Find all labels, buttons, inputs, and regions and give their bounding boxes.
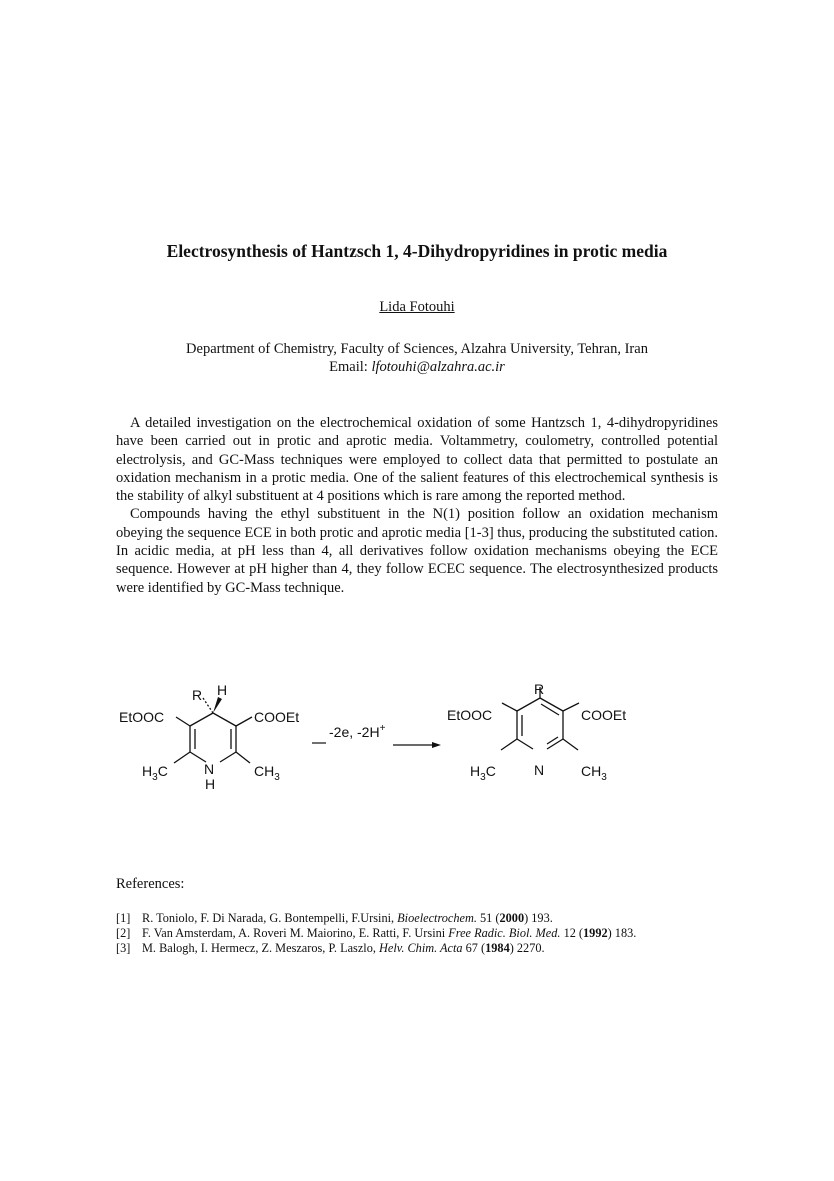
reagent-label [329, 723, 386, 740]
r-label: R [534, 681, 545, 697]
references-heading: References: [116, 876, 185, 892]
n-label: N [204, 761, 215, 777]
reference-authors: F. Van Amsterdam, A. Roveri M. Maiorino, E. Ratti, F. Ursini [142, 926, 446, 940]
bond [213, 713, 236, 726]
references-list [116, 911, 776, 956]
paragraph: A detailed investigation on the electrochemical oxidation of some Hantzsch 1, 4-dihydropyridines have been carried out in protic and aprotic media. Voltammetry, coulometry, controlled potential electrolysis, and GC-Mass techniques were employed to collect data that permitted to postulate an oxidation mechanism in a protic media. One of the salient features of this electrochemical synthesis is the stability of alkyl substituent at 4 positions which is rare among the reported method. [116, 415, 718, 505]
affiliation-block [60, 340, 774, 376]
reference-year: 1984 [485, 941, 510, 955]
bond [236, 752, 250, 763]
reference-volume: 67 [465, 941, 478, 955]
ester-left-label: EtOOC [447, 707, 493, 723]
author-name: Lida Fotouhi [379, 299, 455, 315]
ester-right-label: COOEt [254, 709, 300, 725]
bond [174, 752, 190, 763]
methyl-h: H [470, 763, 481, 779]
reference-volume: 51 [480, 911, 493, 925]
reference-year: 2000 [499, 911, 525, 925]
bond [236, 717, 252, 726]
reference-pages: 183. [614, 926, 637, 940]
wedge-bond [213, 697, 222, 713]
author-line [0, 299, 834, 316]
affiliation: Department of Chemistry, Faculty of Sciences, Alzahra University, Tehran, Iran [186, 341, 648, 357]
methyl-right-label [581, 763, 607, 783]
ester-left-label: EtOOC [119, 709, 165, 725]
double-bond [541, 704, 559, 715]
methyl-c: C [485, 763, 496, 779]
paper-title: Electrosynthesis of Hantzsch 1, 4-Dihydropyridines in protic media [166, 241, 668, 261]
reagent-superscript: + [379, 723, 386, 734]
bond [190, 713, 213, 726]
bond [563, 703, 579, 711]
nh-label: H [205, 776, 216, 792]
arrow-head [432, 742, 441, 748]
methyl-subscript: 3 [152, 772, 158, 783]
methyl-left-label [142, 763, 168, 783]
reference-number: [1] [116, 911, 131, 925]
methyl-ch: CH [254, 763, 275, 779]
reaction-scheme [100, 670, 660, 810]
bond [547, 739, 563, 749]
bond [517, 739, 533, 749]
reference-year: 1992 [583, 926, 608, 940]
bond [176, 717, 190, 726]
methyl-right-label [254, 763, 280, 783]
email-label: Email: [329, 359, 368, 375]
reference-number: [2] [116, 926, 131, 940]
product-structure [447, 681, 626, 783]
methyl-subscript: 3 [480, 772, 486, 783]
methyl-left-label [470, 763, 496, 783]
methyl-ch: CH [581, 763, 602, 779]
reagent-text: -2e, -2H [329, 724, 380, 740]
reference-journal: Bioelectrochem. [397, 911, 477, 925]
email-line [60, 358, 774, 376]
reference-item: [3] M. Balogh, I. Hermecz, Z. Meszaros, P. Laszlo, Helv. Chim. Acta 67 (1984) 2270. [116, 941, 545, 955]
email-address: lfotouhi@alzahra.ac.ir [371, 359, 505, 375]
reference-pages: 2270. [516, 941, 545, 955]
methyl-c: C [157, 763, 168, 779]
paragraph: Compounds having the ethyl substituent in the N(1) position follow an oxidation mechanism obeying the sequence ECE in both protic and aprotic media [1-3] thus, producing the substituted cation. In acidic media, at pH less than 4, all derivatives follow oxidation mechanisms obeying the ECE sequence. However at pH higher than 4, they follow ECEC sequence. The electrosynthesized products were identified by GC-Mass technique. [116, 506, 719, 596]
bond [517, 698, 540, 711]
bond [540, 698, 563, 711]
bond [502, 703, 517, 711]
reference-volume: 12 [563, 926, 576, 940]
reactant-structure [119, 682, 299, 792]
hashed-bond [203, 698, 213, 713]
abstract-body [116, 414, 718, 597]
methyl-subscript: 3 [601, 772, 607, 783]
ester-right-label: COOEt [581, 707, 627, 723]
reference-pages: 193. [531, 911, 553, 925]
methyl-h: H [142, 763, 153, 779]
reference-item: [1] R. Toniolo, F. Di Narada, G. Bontempelli, F.Ursini, Bioelectrochem. 51 (2000) 193. [116, 911, 553, 925]
bond [501, 739, 517, 750]
reference-item: [2] F. Van Amsterdam, A. Roveri M. Maiorino, E. Ratti, F. Ursini Free Radic. Biol. Med. 12 (1992) 183. [116, 926, 637, 940]
reference-number: [3] [116, 941, 131, 955]
reference-authors: M. Balogh, I. Hermecz, Z. Meszaros, P. Laszlo, [142, 941, 376, 955]
reaction-arrow-group [312, 723, 441, 748]
reference-authors: R. Toniolo, F. Di Narada, G. Bontempelli, F.Ursini, [142, 911, 395, 925]
bond [220, 752, 236, 762]
h-label: H [217, 682, 228, 698]
methyl-subscript: 3 [274, 772, 280, 783]
reference-journal: Free Radic. Biol. Med. [448, 926, 561, 940]
r-label: R [192, 687, 203, 703]
n-label: N [534, 762, 545, 778]
reference-journal: Helv. Chim. Acta [379, 941, 463, 955]
bond [563, 739, 578, 750]
